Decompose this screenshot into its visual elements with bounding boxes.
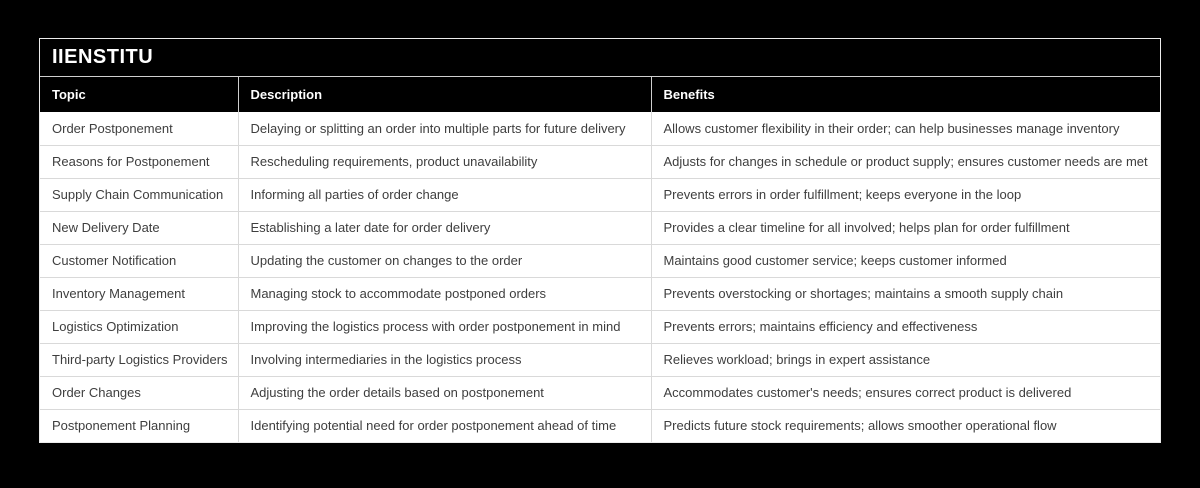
- table-row: [40, 277, 1160, 310]
- benefits-cell: Prevents errors in order fulfillment; keeps everyone in the loop: [651, 178, 1160, 211]
- table-header: [40, 77, 1160, 112]
- table-row: [40, 211, 1160, 244]
- benefits-cell: Provides a clear timeline for all involved; helps plan for order fulfillment: [651, 211, 1160, 244]
- benefits-cell: Maintains good customer service; keeps customer informed: [651, 244, 1160, 277]
- topic-cell: Inventory Management: [40, 277, 238, 310]
- description-cell: Adjusting the order details based on postponement: [238, 376, 651, 409]
- topic-cell: Third-party Logistics Providers: [40, 343, 238, 376]
- description-cell: Managing stock to accommodate postponed orders: [238, 277, 651, 310]
- description-cell: Establishing a later date for order delivery: [238, 211, 651, 244]
- benefits-cell: Adjusts for changes in schedule or product supply; ensures customer needs are met: [651, 145, 1160, 178]
- table-row: [40, 112, 1160, 145]
- benefits-cell: Relieves workload; brings in expert assistance: [651, 343, 1160, 376]
- column-header-benefits: Benefits: [651, 77, 1160, 112]
- benefits-cell: Prevents overstocking or shortages; maintains a smooth supply chain: [651, 277, 1160, 310]
- brand-title: IIENSTITU: [52, 46, 154, 68]
- table-row: [40, 178, 1160, 211]
- table-row: [40, 409, 1160, 442]
- benefits-cell: Predicts future stock requirements; allows smoother operational flow: [651, 409, 1160, 442]
- description-cell: Informing all parties of order change: [238, 178, 651, 211]
- description-cell: Identifying potential need for order postponement ahead of time: [238, 409, 651, 442]
- column-header-description: Description: [238, 77, 651, 112]
- column-header-topic: Topic: [40, 77, 238, 112]
- topic-cell: New Delivery Date: [40, 211, 238, 244]
- table-row: [40, 376, 1160, 409]
- postponement-table: [40, 77, 1160, 442]
- content-panel: [39, 38, 1161, 443]
- description-cell: Involving intermediaries in the logistics process: [238, 343, 651, 376]
- description-cell: Updating the customer on changes to the order: [238, 244, 651, 277]
- table-row: [40, 343, 1160, 376]
- table-row: [40, 145, 1160, 178]
- topic-cell: Order Changes: [40, 376, 238, 409]
- description-cell: Rescheduling requirements, product unavailability: [238, 145, 651, 178]
- benefits-cell: Prevents errors; maintains efficiency and effectiveness: [651, 310, 1160, 343]
- topic-cell: Postponement Planning: [40, 409, 238, 442]
- benefits-cell: Allows customer flexibility in their order; can help businesses manage inventory: [651, 112, 1160, 145]
- description-cell: Delaying or splitting an order into multiple parts for future delivery: [238, 112, 651, 145]
- title-bar: [40, 39, 1160, 77]
- topic-cell: Supply Chain Communication: [40, 178, 238, 211]
- topic-cell: Order Postponement: [40, 112, 238, 145]
- topic-cell: Logistics Optimization: [40, 310, 238, 343]
- table-row: [40, 310, 1160, 343]
- table-row: [40, 244, 1160, 277]
- table-body: [40, 112, 1160, 442]
- topic-cell: Customer Notification: [40, 244, 238, 277]
- benefits-cell: Accommodates customer's needs; ensures correct product is delivered: [651, 376, 1160, 409]
- description-cell: Improving the logistics process with order postponement in mind: [238, 310, 651, 343]
- topic-cell: Reasons for Postponement: [40, 145, 238, 178]
- header-row: [40, 77, 1160, 112]
